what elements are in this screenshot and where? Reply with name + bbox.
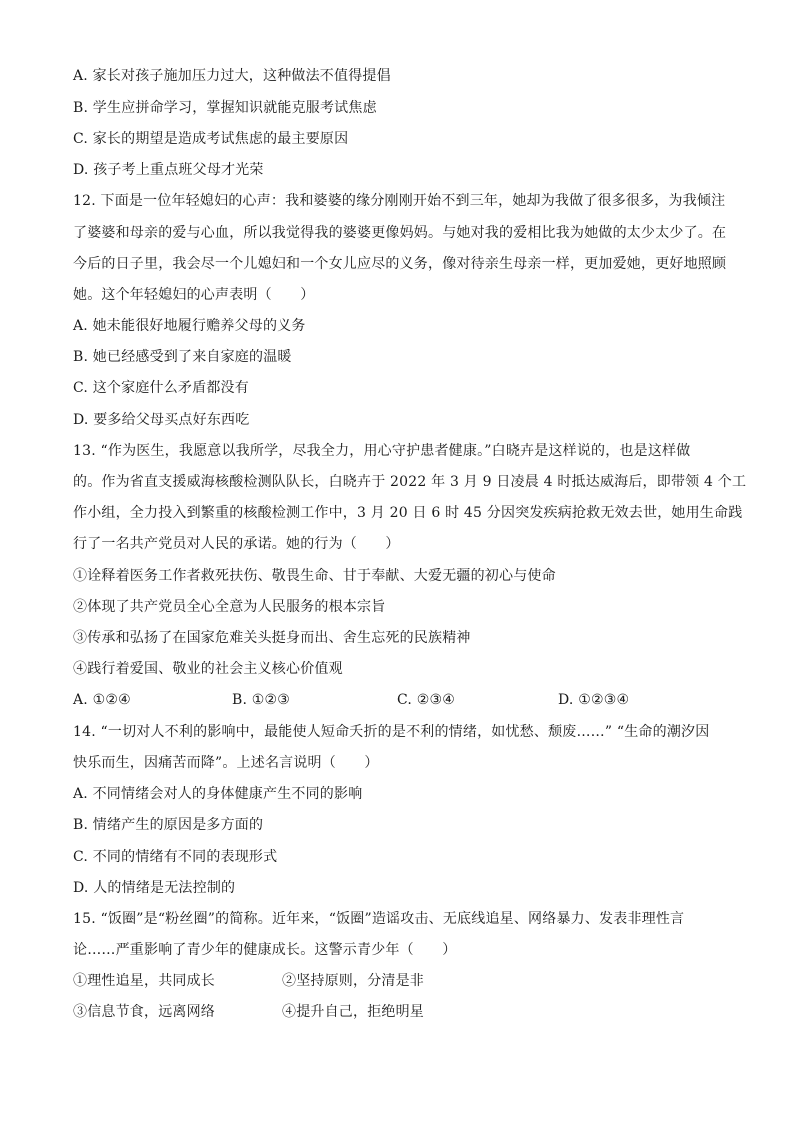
q12-option-c: C. 这个家庭什么矛盾都没有	[73, 380, 249, 396]
q14-stem-line-2: 快乐而生，因痛苦而降”。上述名言说明（ ）	[73, 755, 379, 771]
q13-option-c: C. ②③④	[397, 692, 455, 708]
q13-statement-3: ③传承和弘扬了在国家危难关头挺身而出、舍生忘死的民族精神	[73, 630, 471, 646]
q13-statement-2: ②体现了共产党员全心全意为人民服务的根本宗旨	[73, 599, 386, 615]
q11-option-b: B. 学生应拼命学习，掌握知识就能克服考试焦虑	[73, 100, 377, 116]
q14-stem-line-1: 14. “一切对人不利的影响中，最能使人短命夭折的是不利的情绪，如忧愁、颓废……” “生命的潮汐因	[73, 724, 710, 740]
q15-stem-line-2: 论……严重影响了青少年的健康成长。这警示青少年（ ）	[73, 942, 457, 958]
q11-option-d: D. 孩子考上重点班父母才光荣	[73, 162, 264, 178]
q14-option-b: B. 情绪产生的原因是多方面的	[73, 817, 264, 833]
q11-option-a: A. 家长对孩子施加压力过大，这种做法不值得提倡	[73, 68, 391, 84]
q13-statement-1: ①诠释着医务工作者救死扶伤、敬畏生命、甘于奉献、大爱无疆的初心与使命	[73, 568, 556, 584]
q15-statements-row-1	[73, 972, 473, 990]
q13-stem-line-2: 的。作为省直支援威海核酸检测队队长，白晓卉于 2022 年 3 月 9 日凌晨 4 时抵达威海后，即带领 4 个工	[73, 474, 747, 490]
q15-statement-3: ③信息节食，远离网络	[73, 1004, 215, 1020]
q12-stem-line-4: 她。这个年轻媳妇的心声表明（ ）	[73, 287, 315, 303]
q13-stem-line-3: 作小组，全力投入到繁重的核酸检测工作中，3 月 20 日 6 时 45 分因突发疾病抢救无效去世，她用生命践	[73, 505, 743, 521]
q12-option-d: D. 要多给父母买点好东西吃	[73, 412, 250, 428]
q12-stem-line-3: 今后的日子里，我会尽一个儿媳妇和一个女儿应尽的义务，像对待亲生母亲一样，更加爱她，更好地照顾	[73, 256, 727, 272]
q15-statement-4: ④提升自己，拒绝明星	[282, 1004, 424, 1020]
q15-statements-row-2	[73, 1003, 473, 1021]
q13-option-d: D. ①②③④	[558, 692, 630, 708]
q15-stem-line-1: 15. “饭圈”是“粉丝圈”的简称。近年来，“饭圈”造谣攻击、无底线追星、网络暴力、发表非理性言	[73, 911, 685, 927]
q12-stem-line-2: 了婆婆和母亲的爱与心血，所以我觉得我的婆婆更像妈妈。与她对我的爱相比我为她做的太少太少了。在	[73, 225, 727, 241]
q15-statement-1: ①理性追星，共同成长	[73, 973, 215, 989]
q14-option-a: A. 不同情绪会对人的身体健康产生不同的影响	[73, 786, 363, 802]
q14-option-c: C. 不同的情绪有不同的表现形式	[73, 849, 278, 865]
q13-option-b: B. ①②③	[232, 692, 291, 708]
q12-option-a: A. 她未能很好地履行赡养父母的义务	[73, 318, 306, 334]
q12-option-b: B. 她已经感受到了来自家庭的温暖	[73, 349, 292, 365]
q13-stem-line-1: 13. “作为医生，我愿意以我所学，尽我全力，用心守护患者健康。”白晓卉是这样说的，也是这样做	[73, 443, 691, 459]
q13-option-a: A. ①②④	[73, 692, 131, 708]
q13-options-row	[73, 691, 733, 709]
q14-option-d: D. 人的情绪是无法控制的	[73, 880, 236, 896]
q13-stem-line-4: 行了一名共产党员对人民的承诺。她的行为（ ）	[73, 536, 400, 552]
q12-stem-line-1: 12. 下面是一位年轻媳妇的心声：我和婆婆的缘分刚刚开始不到三年，她却为我做了很多很多，为我倾注	[73, 193, 726, 209]
q15-statement-2: ②坚持原则，分清是非	[282, 973, 424, 989]
q13-statement-4: ④践行着爱国、敬业的社会主义核心价值观	[73, 661, 343, 677]
q11-option-c: C. 家长的期望是造成考试焦虑的最主要原因	[73, 131, 349, 147]
